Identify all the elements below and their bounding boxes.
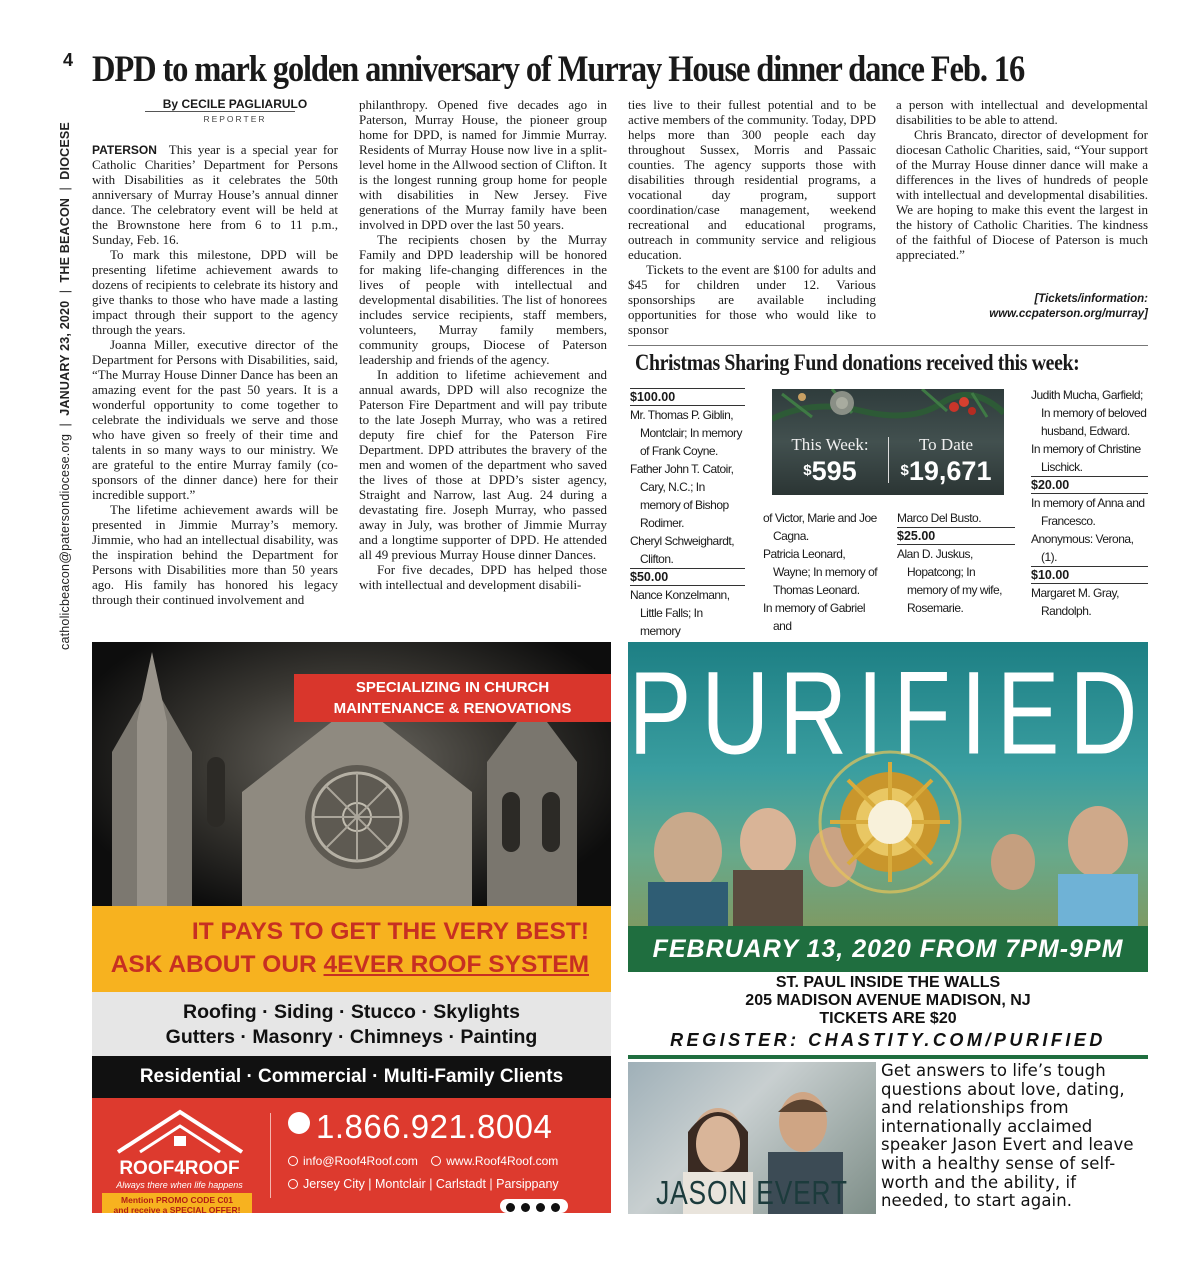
register-link[interactable]: REGISTER: CHASTITY.COM/PURIFIED [670,1030,1106,1050]
this-week-value: $595 [803,456,857,486]
green-rule [628,1055,1148,1059]
donation-amount-heading: $50.00 [630,568,745,586]
article-column-1 [92,142,338,622]
donor-entry: Anonymous: Verona, (1). [1031,532,1134,564]
location-pin-icon [288,1179,298,1189]
byline-role: REPORTER [203,114,267,124]
purified-ad[interactable] [628,642,1148,1214]
social-icon[interactable] [521,1203,530,1212]
sidebar-section: DIOCESE [58,122,72,180]
brand-name: ROOF4ROOF [119,1158,240,1179]
csf-title: Christmas Sharing Fund donations received this week: [635,350,1080,375]
donor-entry: Judith Mucha, Garfield; In memory of beloved husband, Edward. [1031,388,1147,438]
donor-entry: Father John T. Catoir, Cary, N.C.; In memory of Bishop Rodimer. [630,462,734,530]
article-paragraph: philanthropy. Opened five decades ago in Paterson, Murray House, the pioneer group home for DPD, is named for Jimmie Murray. Residents of Murray House now live in a split-level home in the Allwood section of Clifton. It is the longest running group home for people with disabilities in New Jersey. Five generations of the Murray family have been involved in DPD over the last 50 years. [359,97,607,232]
pays-line-1: IT PAYS TO GET THE VERY BEST! [191,918,589,945]
social-icon[interactable] [551,1203,560,1212]
csf-column-2 [763,509,883,635]
article-paragraph: Tickets to the event are $100 for adults and $45 for children under 12. Various sponsorships are available including opportunities for those who would like to sponsor [628,262,876,337]
promo-code-box: Mention PROMO CODE C01 and receive a SPECIAL OFFER! [102,1193,252,1213]
phone-number[interactable]: 1.866.921.8004 [288,1108,552,1146]
speaker-photo [628,1062,876,1214]
to-date-value: $19,671 [900,456,992,486]
article-paragraph: To mark this milestone, DPD will be presenting lifetime achievement awards to dozens of recipients to celebrate its history and give thanks to those who have made a lasting impact through their support to the agency through the years. [92,247,338,337]
donor-entry: In memory of Gabriel and [763,601,866,633]
donor-entry: In memory of Anna and Francesco. [1031,496,1145,528]
tickets-info-link[interactable]: www.ccpaterson.org/murray] [989,308,1148,320]
csf-column-4 [1031,386,1148,620]
byline-rule [145,111,295,112]
sidebar-strip: catholicbeacon@patersondiocese.org | JANUARY 23, 2020 | THE BEACON | DIOCESE [58,122,72,650]
csf-top-rule [628,345,1148,346]
globe-icon [431,1156,441,1166]
pays-banner [92,906,611,992]
tickets-info-label: [Tickets/information: [1034,293,1148,305]
donation-amount-heading: $25.00 [897,527,1015,545]
to-date-total [888,435,1004,487]
email-link[interactable]: info@Roof4Roof.com [303,1154,418,1168]
article-paragraph: For five decades, DPD has helped those with intellectual and development disabili- [359,562,607,592]
website-link[interactable]: www.Roof4Roof.com [446,1154,559,1168]
article-paragraph: a person with intellectual and developmental disabilities to be able to attend. [896,97,1148,127]
brand-tagline: Always there when life happens [116,1180,243,1190]
article-column-3 [628,97,876,337]
house-logo-icon [114,1106,246,1156]
holiday-decoration-icon [772,389,1004,429]
fund-total-box [772,389,1004,495]
services-list: Roofing · Siding · Stucco · Skylights Gutters · Masonry · Chimneys · Painting [92,992,611,1056]
pays-line-2: ASK ABOUT OUR 4EVER ROOF SYSTEM [110,951,589,978]
roof4roof-ad[interactable] [92,642,611,1213]
article-headline: DPD to mark golden anniversary of Murray House dinner dance Feb. 16 [92,49,1025,90]
cathedral-photo [92,642,611,906]
specializing-banner: SPECIALIZING IN CHURCH MAINTENANCE & RENOVATIONS [294,674,611,722]
article-paragraph: ties live to their fullest potential and to be active members of the community. Today, DPD helps more than 300 people each day throughout Sussex, Morris and Passaic counties. The agency supports those with disabilities through residential programs, a vocational day program, support coordination/case management, weekend recreational and educational programs, outreach in community service and religious education. [628,97,876,262]
phone-icon [288,1112,310,1134]
dateline: PATERSON [92,143,157,157]
sidebar-date: JANUARY 23, 2020 [58,300,72,416]
article-paragraph: Joanna Miller, executive director of the Department for Persons with Disabilities, said, “The Murray House Dinner Dance has been an amazing event for the past 50 years. It is a wonderful opportunity to come together to celebrate the individuals we serve and those who have given so freely of their time and talents in so many ways to our ministry. We are grateful to the entire Murray family (co-sponsors of the dinner dance) here for their incredible support.” [92,337,338,502]
donor-entry: Alan D. Juskus, Hopatcong; In memory of my wife, Rosemarie. [897,547,1003,615]
speaker-blurb: Get answers to life’s tough questions about love, dating, and relationships from internationally acclaimed speaker Jason Evert and leave with a healthy sense of self-worth and the ability, if needed, to start again. [881,1061,1134,1211]
this-week-label: This Week: [791,435,869,454]
article-paragraph: The lifetime achievement awards will be presented in Jimmie Murray’s memory. Jimmie, who had an intellectual disability, was the inspiration behind the Department for Persons with Disabilities more than 50 years ago. His family has honored his legacy through their continued involvement and [92,502,338,607]
donor-entry: Mr. Thomas P. Giblin, Montclair; In memory of Frank Coyne. [630,408,743,458]
clients-banner: Residential · Commercial · Multi-Family Clients [92,1056,611,1098]
article-paragraph: The recipients chosen by the Murray Family and DPD leadership will be honored for making life-changing differences in the lives of people with intellectual and developmental disabilities. The list of honorees includes service recipients, staff members, volunteers, Murray family members, community groups, Diocese of Paterson leadership and friends of the agency. [359,232,607,367]
byline: By CECILE PAGLIARULO [162,97,308,111]
sidebar-paper: THE BEACON [58,197,72,283]
donor-entry: Margaret M. Gray, Randolph. [1031,586,1119,618]
web-contacts [288,1154,558,1168]
csf-column-1 [630,388,745,640]
speaker-name: JASON EVERT [656,1174,848,1211]
sidebar-email: catholicbeacon@patersondiocese.org [58,433,72,650]
social-icon[interactable] [506,1203,515,1212]
event-photo [628,642,1148,926]
this-week-total [772,435,888,487]
social-icon[interactable] [536,1203,545,1212]
donor-entry: of Victor, Marie and Joe Cagna. [763,511,877,543]
contact-divider [270,1113,271,1198]
locations: Jersey City | Montclair | Carlstadt | Parsippany [288,1177,559,1191]
article-column-2 [359,97,607,622]
article-paragraph: In addition to lifetime achievement and annual awards, DPD will also recognize the Paterson Fire Department and will pay tribute to the late Joseph Murray, who was a retired deputy fire chief for the Paterson Fire Department. DPD attributes the bravery of the men and women of the department who saved the lives of those at DPD’s sister agency, Straight and Narrow, last Aug. 24 during a devastating fire. Joseph Murray, who passed away in July, was brother of Jimmie Murray and a longtime supporter of DPD. He attended all 49 previous Murray House dinner Dances. [359,367,607,562]
donor-entry: Marco Del Busto. [897,511,982,525]
email-icon [288,1156,298,1166]
donation-amount-heading: $10.00 [1031,566,1148,584]
donation-amount-heading: $20.00 [1031,476,1148,494]
event-venue: ST. PAUL INSIDE THE WALLS 205 MADISON AVENUE MADISON, NJ TICKETS ARE $20 [745,974,1031,1027]
page-number: 4 [63,50,74,70]
donor-entry: In memory of Christine Lischick. [1031,442,1141,474]
csf-column-3 [897,509,1015,617]
event-date: FEBRUARY 13, 2020 FROM 7PM-9PM [628,926,1148,972]
to-date-label: To Date [918,435,974,454]
donation-amount-heading: $100.00 [630,388,745,406]
article-column-4 [896,97,1148,282]
donor-entry: Patricia Leonard, Wayne; In memory of Thomas Leonard. [763,547,878,597]
social-icons[interactable] [500,1199,568,1213]
donor-entry: Cheryl Schweighardt, Clifton. [630,534,735,566]
tickets-info [989,292,1148,322]
article-paragraph: PATERSON This year is a special year for Catholic Charities’ Department for Persons with Disabilities as it celebrates the 50th anniversary of Murray House’s annual dinner dance. The celebratory event will be held at the Brownstone here from 6 to 11 p.m., Sunday, Feb. 16. [92,142,338,247]
article-paragraph: Chris Brancato, director of development for diocesan Catholic Charities, said, “Your support of the Murray House dinner dance will make a differences in the lives of hundreds of people with intellectual and developmental disabilities. We are hoping to make this event the largest in the history of Catholic Charities. The kindness of the faithful of Diocese of Paterson is much appreciated.” [896,127,1148,262]
contact-band [92,1098,611,1213]
event-title: PURIFIED [628,647,1148,779]
donor-entry: Nance Konzelmann, Little Falls; In memory [630,588,730,638]
